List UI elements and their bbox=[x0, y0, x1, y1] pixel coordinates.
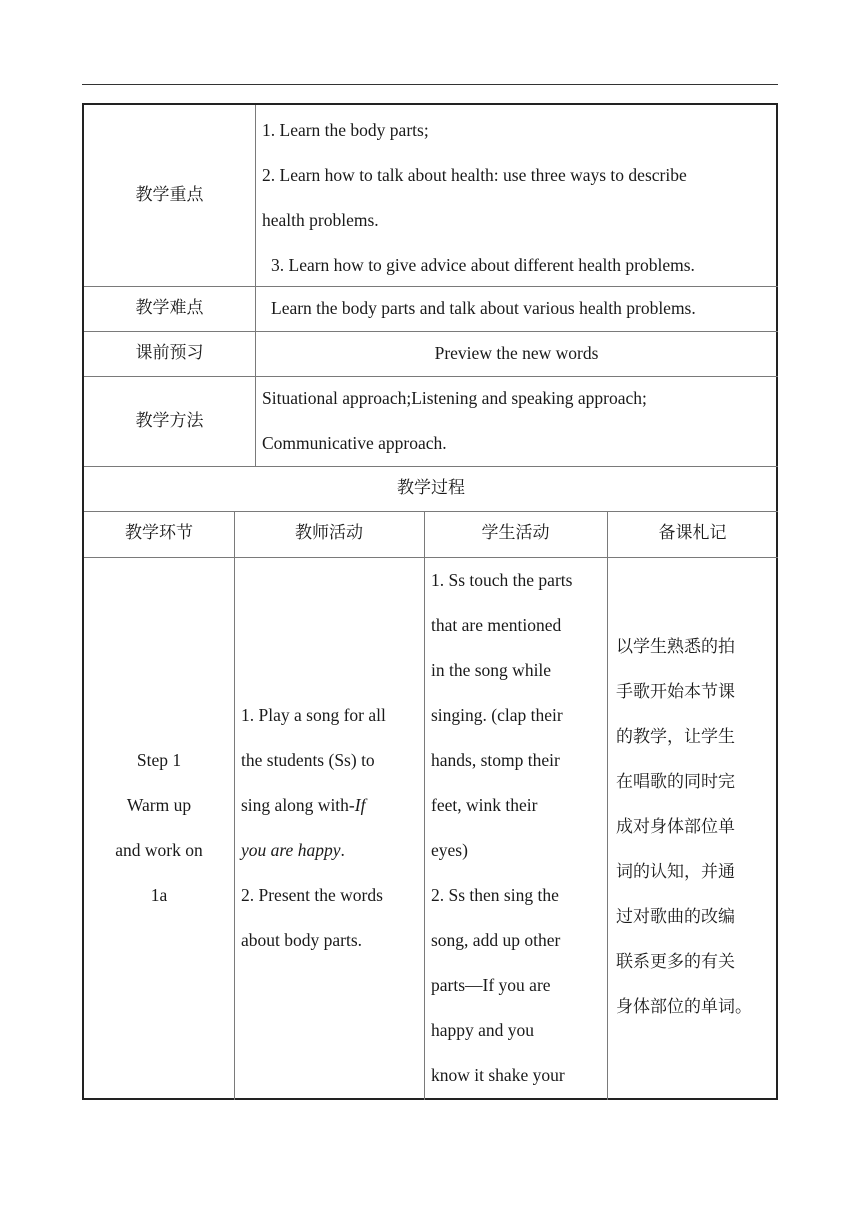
header-student-activity: 学生活动 bbox=[481, 523, 550, 543]
student-line: in the song while bbox=[431, 660, 552, 680]
student-line: happy and you bbox=[431, 1020, 535, 1040]
process-title: 教学过程 bbox=[397, 478, 465, 498]
note-line: 手歌开始本节课 bbox=[616, 682, 735, 702]
note-line: 身体部位的单词。 bbox=[616, 997, 752, 1017]
methods-content bbox=[255, 376, 778, 466]
difficulties-content: Learn the body parts and talk about various health problems. bbox=[271, 298, 696, 318]
key-point-line: 1. Learn the body parts; bbox=[262, 120, 429, 140]
header-notes: 备课札记 bbox=[658, 523, 727, 543]
step1-student-activity bbox=[424, 558, 607, 1098]
student-line: hands, stomp their bbox=[431, 750, 560, 770]
student-line: eyes) bbox=[431, 840, 468, 860]
method-line: Communicative approach. bbox=[262, 433, 447, 453]
stage-line: 1a bbox=[150, 885, 168, 905]
key-points-label: 教学重点 bbox=[135, 185, 204, 205]
difficulties-label: 教学难点 bbox=[135, 298, 204, 318]
student-line: that are mentioned bbox=[431, 615, 562, 635]
stage-line: Warm up bbox=[126, 795, 192, 815]
note-line: 在唱歌的同时完 bbox=[616, 772, 735, 792]
note-line: 过对歌曲的改编 bbox=[616, 907, 735, 927]
student-line: parts—If you are bbox=[431, 975, 551, 995]
key-point-line: 3. Learn how to give advice about different health problems. bbox=[271, 255, 695, 275]
step1-stage bbox=[84, 738, 234, 918]
key-points-content bbox=[255, 108, 778, 286]
method-line: Situational approach;Listening and speaking approach; bbox=[262, 388, 647, 408]
teacher-text: sing along with- bbox=[241, 795, 355, 815]
key-point-line: health problems. bbox=[262, 210, 379, 230]
lesson-plan-table bbox=[82, 103, 778, 1100]
key-point-line: 2. Learn how to talk about health: use three ways to describe bbox=[262, 165, 687, 185]
student-line: feet, wink their bbox=[431, 795, 538, 815]
student-line: singing. (clap their bbox=[431, 705, 563, 725]
step1-teacher-activity bbox=[234, 693, 424, 963]
student-line: 1. Ss touch the parts bbox=[431, 570, 573, 590]
note-line: 的教学，让学生 bbox=[616, 727, 735, 747]
student-line: know it shake your bbox=[431, 1065, 565, 1085]
preview-content: Preview the new words bbox=[434, 343, 599, 363]
teacher-line bbox=[241, 828, 424, 873]
header-stage: 教学环节 bbox=[125, 523, 193, 543]
stage-line: and work on bbox=[115, 840, 203, 860]
teacher-line bbox=[241, 783, 424, 828]
student-line: song, add up other bbox=[431, 930, 561, 950]
note-line: 联系更多的有关 bbox=[616, 952, 735, 972]
header-teacher-activity: 教师活动 bbox=[295, 523, 363, 543]
teacher-text: . bbox=[340, 840, 345, 860]
step1-notes bbox=[607, 625, 778, 1030]
methods-label: 教学方法 bbox=[135, 411, 204, 431]
preview-label: 课前预习 bbox=[135, 343, 204, 363]
song-title-italic: you are happy bbox=[241, 840, 341, 860]
note-line: 成对身体部位单 bbox=[616, 817, 735, 837]
note-line: 词的认知，并通 bbox=[616, 862, 735, 882]
song-title-italic: If bbox=[354, 795, 366, 815]
teacher-line: the students (Ss) to bbox=[241, 750, 375, 770]
student-line: 2. Ss then sing the bbox=[431, 885, 559, 905]
teacher-line: 1. Play a song for all bbox=[241, 705, 386, 725]
teacher-line: about body parts. bbox=[241, 930, 363, 950]
header-rule bbox=[82, 84, 778, 85]
stage-line: Step 1 bbox=[136, 750, 182, 770]
teacher-line: 2. Present the words bbox=[241, 885, 383, 905]
note-line: 以学生熟悉的拍 bbox=[616, 637, 735, 657]
